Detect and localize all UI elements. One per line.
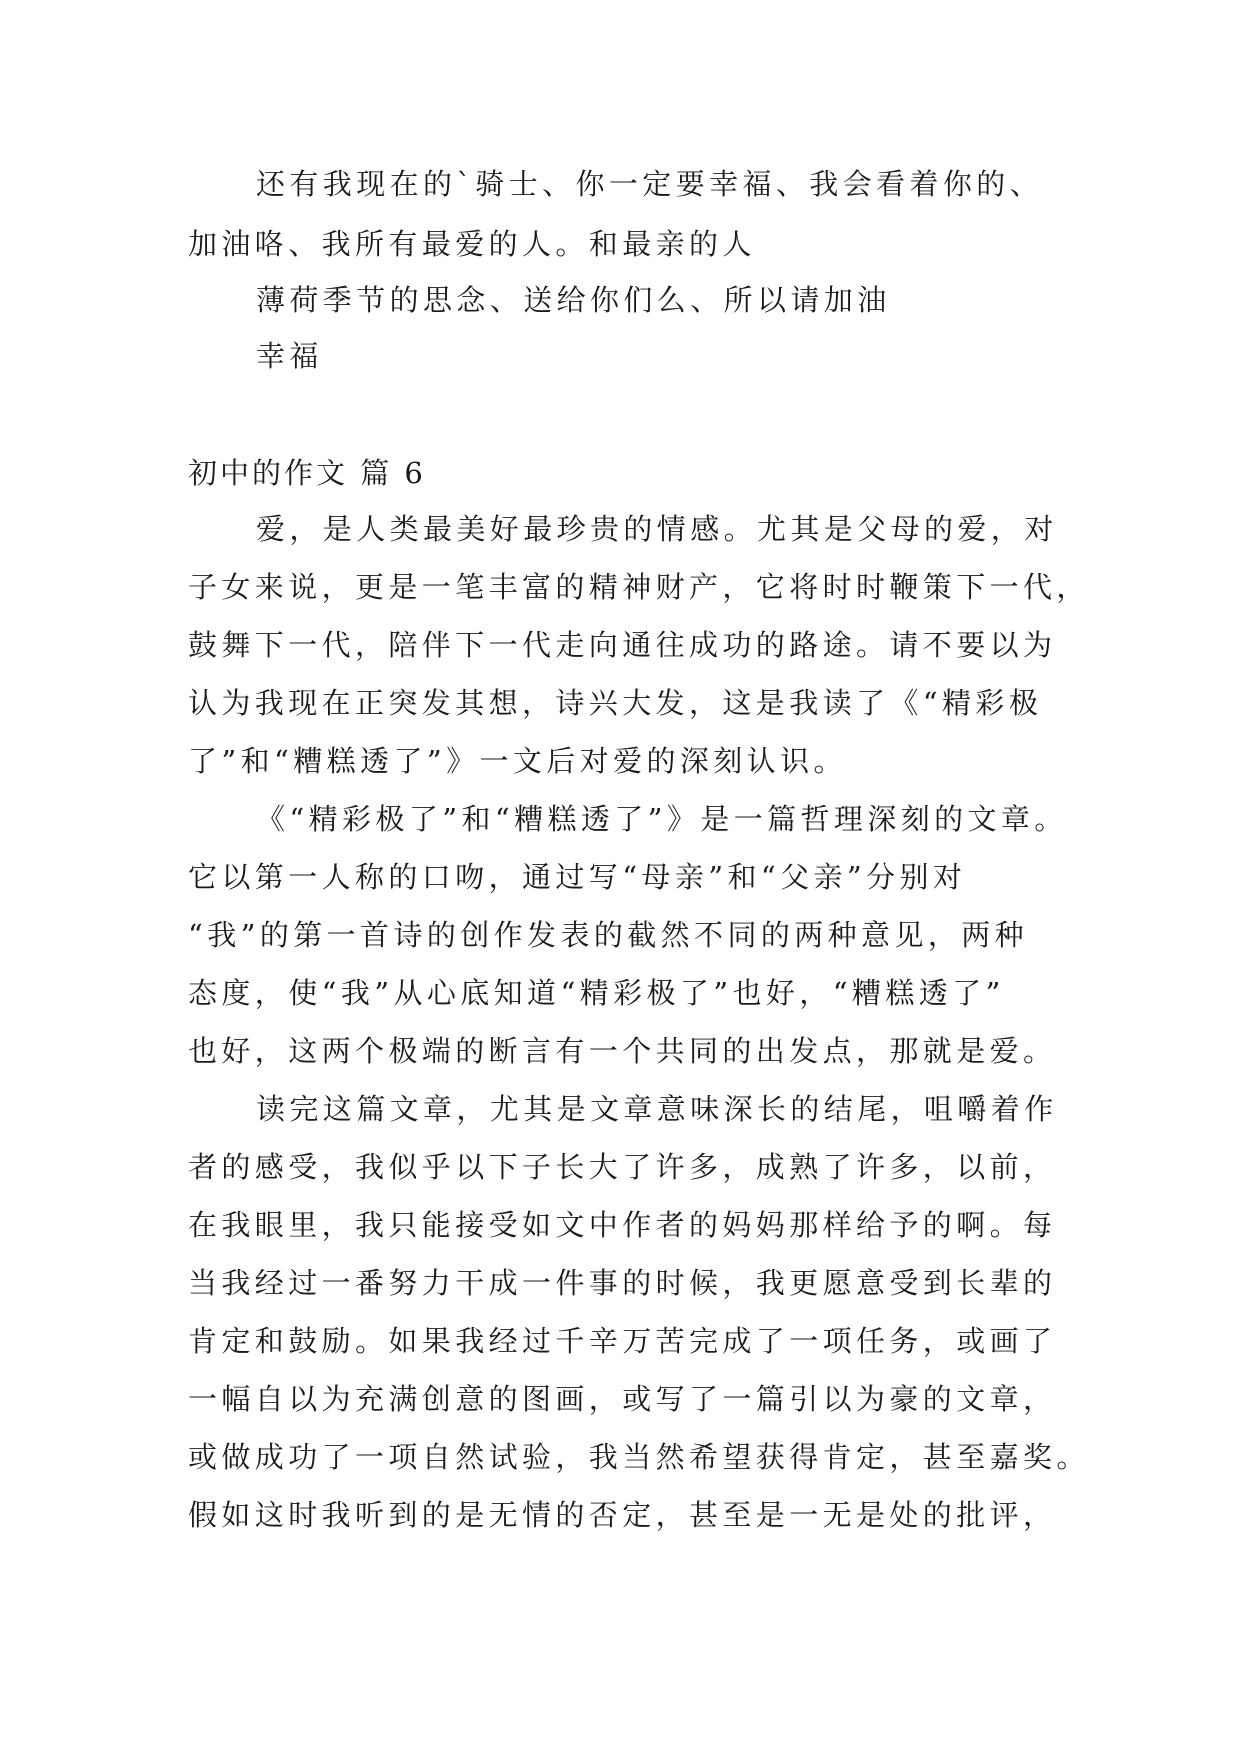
intro-line: 还有我现在的`骑士、你一定要幸福、我会看着你的、 <box>256 167 1044 201</box>
paragraph-line: 肯定和鼓励。如果我经过千辛万苦完成了一项任务，或画了 <box>188 1324 1057 1358</box>
paragraph-line: 者的感受，我似乎以下子长大了许多，成熟了许多，以前， <box>188 1150 1057 1184</box>
intro-line: 加油咯、我所有最爱的人。和最亲的人 <box>188 227 756 261</box>
paragraph-line: 读完这篇文章，尤其是文章意味深长的结尾，咀嚼着作 <box>256 1092 1058 1126</box>
intro-line: 幸福 <box>256 339 323 373</box>
paragraph-line: 《“精彩极了”和“糟糕透了”》是一篇哲理深刻的文章。 <box>256 802 1068 836</box>
section-heading: 初中的作文 篇 6 <box>188 456 426 490</box>
paragraph-line: 在我眼里，我只能接受如文中作者的妈妈那样给予的啊。每 <box>188 1208 1057 1242</box>
paragraph-line: 假如这时我听到的是无情的否定，甚至是一无是处的批评， <box>188 1498 1057 1532</box>
paragraph-line: 了”和“糟糕透了”》一文后对爱的深刻认识。 <box>188 744 847 778</box>
intro-line: 薄荷季节的思念、送给你们么、所以请加油 <box>256 283 891 317</box>
paragraph-line: 一幅自以为充满创意的图画，或写了一篇引以为豪的文章， <box>188 1382 1057 1416</box>
paragraph-line: 子女来说，更是一笔丰富的精神财产，它将时时鞭策下一代， <box>188 570 1090 604</box>
paragraph-line: “我”的第一首诗的创作发表的截然不同的两种意见，两种 <box>188 918 1029 952</box>
paragraph-line: 或做成功了一项自然试验，我当然希望获得肯定，甚至嘉奖。 <box>188 1440 1090 1474</box>
paragraph-line: 鼓舞下一代，陪伴下一代走向通往成功的路途。请不要以为 <box>188 628 1057 662</box>
paragraph-line: 爱，是人类最美好最珍贵的情感。尤其是父母的爱，对 <box>256 512 1058 546</box>
paragraph-line: 态度，使“我”从心底知道“精彩极了”也好，“糟糕透了” <box>188 976 1005 1010</box>
paragraph-line: 认为我现在正突发其想，诗兴大发，这是我读了《“精彩极 <box>188 686 1043 720</box>
paragraph-line: 也好，这两个极端的断言有一个共同的出发点，那就是爱。 <box>188 1034 1057 1068</box>
paragraph-line: 当我经过一番努力干成一件事的时候，我更愿意受到长辈的 <box>188 1266 1057 1300</box>
paragraph-line: 它以第一人称的口吻，通过写“母亲”和“父亲”分别对 <box>188 860 967 894</box>
